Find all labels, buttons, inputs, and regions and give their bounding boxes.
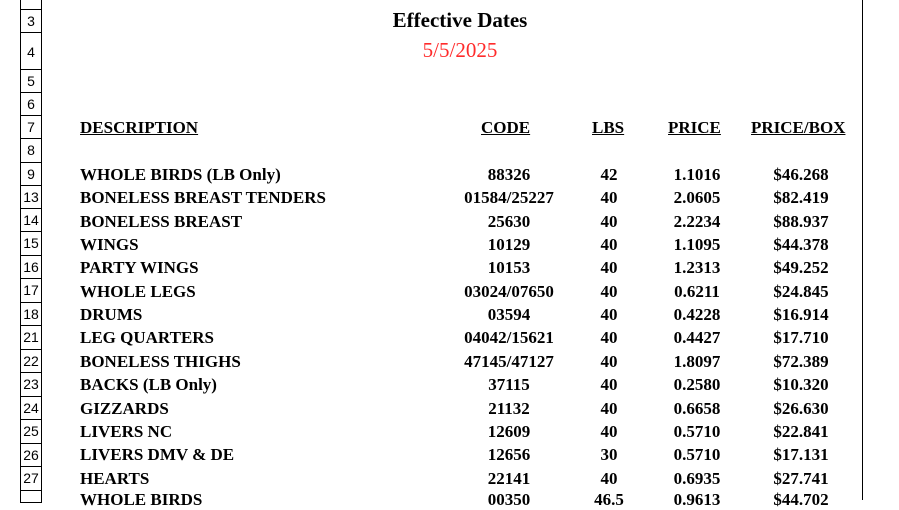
- row-header[interactable]: 27: [20, 467, 42, 491]
- row-description[interactable]: BONELESS BREAST TENDERS: [80, 188, 326, 207]
- partial-row-price-box: $44.702: [773, 490, 829, 509]
- row-lbs[interactable]: 40: [600, 212, 618, 231]
- row-price[interactable]: 0.6935: [673, 469, 721, 488]
- row-header[interactable]: 26: [20, 444, 42, 467]
- row-code[interactable]: 12609: [487, 422, 531, 441]
- row-price[interactable]: 0.4228: [673, 305, 721, 324]
- row-price-box[interactable]: $27.741: [773, 469, 829, 488]
- row-header[interactable]: 16: [20, 256, 42, 279]
- row-price-box[interactable]: $26.630: [773, 399, 829, 418]
- row-code[interactable]: 37115: [488, 375, 530, 394]
- row-code[interactable]: 21132: [488, 399, 530, 418]
- row-header[interactable]: 18: [20, 303, 42, 326]
- row-header[interactable]: 7: [20, 116, 42, 139]
- partial-row-price: 0.9613: [673, 490, 721, 509]
- row-code[interactable]: 22141: [487, 469, 531, 488]
- row-price[interactable]: 1.8097: [673, 352, 721, 371]
- row-lbs[interactable]: 40: [600, 188, 618, 207]
- column-header-price: PRICE: [668, 118, 721, 137]
- row-price[interactable]: 1.2313: [673, 258, 721, 277]
- row-price-box[interactable]: $24.845: [773, 282, 829, 301]
- row-header[interactable]: 14: [20, 209, 42, 232]
- row-description[interactable]: DRUMS: [80, 305, 143, 324]
- row-description[interactable]: BACKS (LB Only): [80, 375, 217, 394]
- row-price-box[interactable]: $16.914: [773, 305, 829, 324]
- row-description[interactable]: BONELESS BREAST: [80, 212, 243, 231]
- sheet-right-border: [862, 0, 863, 500]
- column-header-description: DESCRIPTION: [80, 118, 199, 137]
- row-price[interactable]: 2.2234: [673, 212, 721, 231]
- row-price-box[interactable]: $46.268: [773, 165, 829, 184]
- row-lbs[interactable]: 30: [600, 445, 618, 464]
- row-price[interactable]: 0.5710: [673, 445, 721, 464]
- row-code[interactable]: 47145/47127: [464, 352, 554, 371]
- row-header[interactable]: 4: [20, 33, 42, 70]
- row-description[interactable]: LEG QUARTERS: [80, 328, 215, 347]
- row-price-box[interactable]: $17.710: [773, 328, 829, 347]
- row-header[interactable]: 23: [20, 373, 42, 397]
- page-title: Effective Dates: [392, 8, 528, 32]
- column-header-price-box: PRICE/BOX: [751, 118, 846, 137]
- row-header[interactable]: 17: [20, 279, 42, 303]
- row-price-box[interactable]: $17.131: [773, 445, 829, 464]
- row-code[interactable]: 03024/07650: [464, 282, 554, 301]
- row-lbs[interactable]: 40: [600, 375, 618, 394]
- column-header-code: CODE: [481, 118, 531, 137]
- row-code[interactable]: 12656: [487, 445, 531, 464]
- row-price-box[interactable]: $49.252: [773, 258, 829, 277]
- row-price-box[interactable]: $88.937: [773, 212, 829, 231]
- row-lbs[interactable]: 40: [600, 469, 618, 488]
- row-price[interactable]: 0.6211: [674, 282, 720, 301]
- row-header-2[interactable]: [20, 0, 42, 10]
- row-header[interactable]: 9: [20, 163, 42, 186]
- row-lbs[interactable]: 40: [600, 422, 618, 441]
- row-price[interactable]: 1.1095: [673, 235, 721, 254]
- row-price-box[interactable]: $72.389: [773, 352, 829, 371]
- row-lbs[interactable]: 40: [600, 399, 618, 418]
- row-price[interactable]: 0.2580: [673, 375, 721, 394]
- row-price-box[interactable]: $44.378: [773, 235, 829, 254]
- row-lbs[interactable]: 42: [600, 165, 618, 184]
- row-price[interactable]: 1.1016: [673, 165, 721, 184]
- row-code[interactable]: 03594: [487, 305, 531, 324]
- row-lbs[interactable]: 40: [600, 258, 618, 277]
- row-header[interactable]: 6: [20, 93, 42, 116]
- row-price-box[interactable]: $22.841: [773, 422, 829, 441]
- row-header[interactable]: 15: [20, 232, 42, 256]
- row-description[interactable]: WINGS: [80, 235, 139, 254]
- row-lbs[interactable]: 40: [600, 282, 618, 301]
- partial-row-lbs: 46.5: [594, 490, 624, 509]
- row-code[interactable]: 88326: [487, 165, 531, 184]
- row-description[interactable]: LIVERS NC: [80, 422, 173, 441]
- column-header-lbs: LBS: [592, 118, 625, 137]
- row-price[interactable]: 0.6658: [673, 399, 721, 418]
- row-code[interactable]: 01584/25227: [464, 188, 554, 207]
- row-price-box[interactable]: $82.419: [773, 188, 829, 207]
- row-header[interactable]: 25: [20, 420, 42, 444]
- row-description[interactable]: GIZZARDS: [80, 399, 169, 418]
- row-description[interactable]: WHOLE LEGS: [80, 282, 196, 301]
- row-code[interactable]: 10153: [487, 258, 531, 277]
- row-code[interactable]: 04042/15621: [464, 328, 554, 347]
- row-price-box[interactable]: $10.320: [773, 375, 829, 394]
- partial-row-description: WHOLE BIRDS: [80, 490, 203, 509]
- row-lbs[interactable]: 40: [600, 235, 618, 254]
- row-description[interactable]: BONELESS THIGHS: [80, 352, 241, 371]
- row-lbs[interactable]: 40: [600, 328, 618, 347]
- row-price[interactable]: 0.5710: [673, 422, 721, 441]
- row-code[interactable]: 10129: [487, 235, 531, 254]
- row-description[interactable]: WHOLE BIRDS (LB Only): [80, 165, 281, 184]
- row-lbs[interactable]: 40: [600, 352, 618, 371]
- row-header-partial[interactable]: [20, 491, 42, 503]
- row-description[interactable]: LIVERS DMV & DE: [80, 445, 235, 464]
- row-lbs[interactable]: 40: [600, 305, 618, 324]
- row-description[interactable]: HEARTS: [80, 469, 150, 488]
- effective-date: 5/5/2025: [422, 38, 498, 62]
- row-description[interactable]: PARTY WINGS: [80, 258, 199, 277]
- row-code[interactable]: 25630: [487, 212, 531, 231]
- row-header[interactable]: 3: [20, 10, 42, 33]
- row-price[interactable]: 0.4427: [673, 328, 721, 347]
- row-header[interactable]: 22: [20, 350, 42, 373]
- row-header[interactable]: 5: [20, 70, 42, 93]
- row-header[interactable]: 8: [20, 139, 42, 163]
- partial-row-code: 00350: [487, 490, 531, 509]
- row-header[interactable]: 21: [20, 326, 42, 350]
- row-price[interactable]: 2.0605: [673, 188, 721, 207]
- row-header[interactable]: 24: [20, 397, 42, 420]
- row-header[interactable]: 13: [20, 186, 42, 209]
